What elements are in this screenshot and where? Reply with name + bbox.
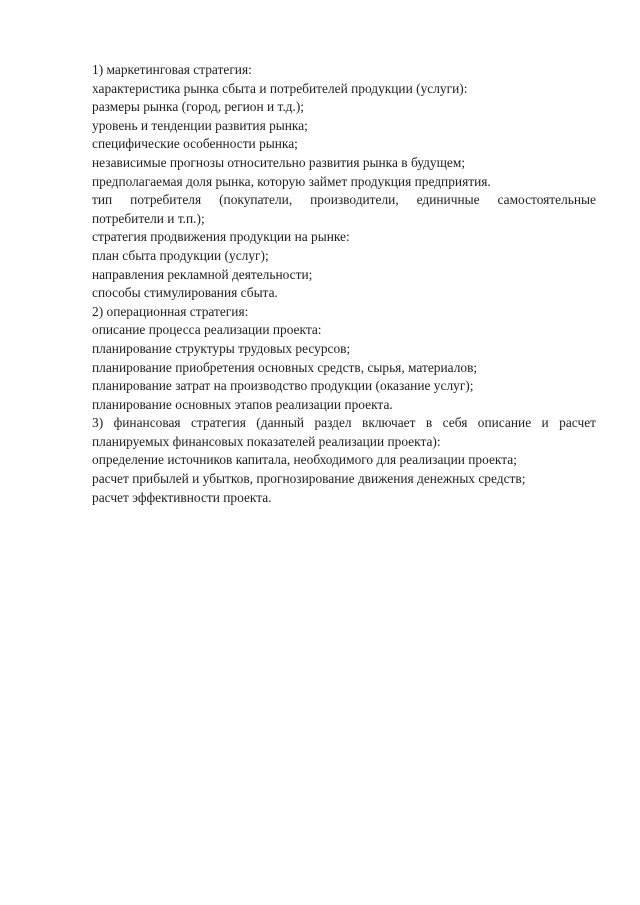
text-line: независимые прогнозы относительно развития рынка в будущем; [92,154,466,170]
text-line: планируемых финансовых показателей реализации проекта): [92,433,441,449]
text-line: специфические особенности рынка; [92,136,298,152]
document-text [92,61,596,507]
text-line-justified: тип потребителя (покупатели, производители, единичные самостоятельные [92,192,596,208]
text-line: расчет прибылей и убытков, прогнозирование движения денежных средств; [92,471,526,487]
text-line: способы стимулирования сбыта. [92,285,278,301]
text-line: размеры рынка (город, регион и т.д.); [92,99,305,115]
text-line: направления рекламной деятельности; [92,266,313,282]
text-line: уровень и тенденции развития рынка; [92,117,308,133]
text-line: расчет эффективности проекта. [92,489,272,505]
text-line: план сбыта продукции (услуг); [92,247,269,263]
text-line: планирование основных этапов реализации проекта. [92,396,393,412]
text-line: планирование затрат на производство продукции (оказание услуг); [92,378,474,394]
text-line: планирование приобретения основных средств, сырья, материалов; [92,359,478,375]
section-2-heading: 2) операционная стратегия: [92,303,249,319]
text-line: предполагаемая доля рынка, которую займет продукция предприятия. [92,173,491,189]
section-3-heading: 3) финансовая стратегия (данный раздел включает в себя описание и расчет [92,415,596,431]
text-line: описание процесса реализации проекта: [92,322,322,338]
text-line: характеристика рынка сбыта и потребителей продукции (услуги): [92,80,468,96]
text-line: планирование структуры трудовых ресурсов; [92,340,351,356]
text-line: определение источников капитала, необходимого для реализации проекта; [92,452,517,468]
text-line: потребители и т.п.); [92,210,205,226]
text-line: стратегия продвижения продукции на рынке: [92,229,350,245]
section-1-heading: 1) маркетинговая стратегия: [92,62,252,77]
